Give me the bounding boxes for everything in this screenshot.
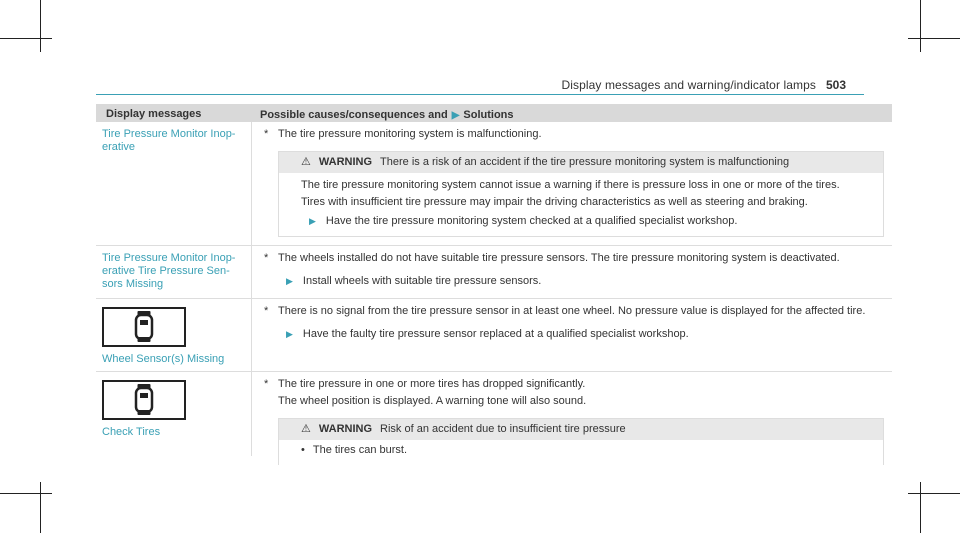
crop-mark: [40, 482, 41, 533]
col-header-messages: Display messages: [106, 108, 202, 120]
warning-triangle-icon: ⚠: [301, 156, 311, 168]
message-detail: [252, 299, 892, 371]
warning-title: WARNING: [318, 423, 373, 435]
cause-text: There is no signal from the tire pressure sensor in at least one wheel. No pressure value is displayed for the affected tire.: [278, 305, 866, 317]
cause-text: The tire pressure monitoring system is malfunctioning.: [278, 128, 542, 140]
tire-pressure-car-icon: [102, 307, 186, 347]
step-arrow-icon: ▶: [286, 276, 293, 286]
header-rule: [96, 94, 864, 95]
warning-header: [279, 152, 883, 173]
crop-mark: [0, 493, 52, 494]
message-detail: [252, 122, 892, 245]
step-text: Have the tire pressure monitoring system checked at a qualified specialist workshop.: [325, 215, 738, 227]
col-header-causes: [252, 104, 892, 122]
message-label: Wheel Sensor(s) Missing: [102, 353, 225, 365]
step-arrow-icon: ▶: [286, 329, 293, 339]
crop-mark: [908, 38, 960, 39]
messages-table: [96, 104, 892, 456]
section-title: Display messages and warning/indicator lamps: [561, 78, 816, 92]
cause-text: The tire pressure in one or more tires has dropped significantly.: [278, 378, 586, 390]
cause-line: * The tire pressure monitoring system is malfunctioning.: [264, 128, 542, 140]
table-row: [96, 299, 892, 372]
warning-body: [279, 173, 883, 236]
cause-line: * There is no signal from the tire pressure sensor in at least one wheel. No pressure value is displayed for the affected tire.: [264, 305, 866, 317]
table-row: [96, 372, 892, 456]
step-text: Have the faulty tire pressure sensor replaced at a qualified specialist workshop.: [302, 328, 689, 340]
table-row: [96, 246, 892, 299]
warning-box: [278, 418, 884, 465]
warning-header: [279, 419, 883, 440]
tire-pressure-car-icon: [102, 380, 186, 420]
page-number: 503: [826, 78, 847, 92]
cause-line: * The wheels installed do not have suitable tire pressure sensors. The tire pressure monitoring system is deactivated.: [264, 252, 840, 264]
solution-step: [286, 328, 892, 341]
col-header-causes-label: Possible causes/consequences and: [260, 109, 448, 121]
bullet-text: The tires can burst.: [312, 444, 408, 456]
play-arrow-icon: ▶: [451, 109, 460, 121]
warning-title: WARNING: [318, 156, 373, 168]
solution-step: [309, 215, 873, 228]
warning-triangle-icon: ⚠: [301, 423, 311, 435]
cause-line: * The tire pressure in one or more tires has dropped significantly.: [264, 378, 586, 390]
message-detail: [252, 246, 892, 298]
message-label: Tire Pressure Monitor Inop-erative Tire Pressure Sen-sors Missing: [96, 246, 252, 298]
col-header-solutions-label: Solutions: [463, 109, 514, 121]
warning-box: [278, 151, 884, 237]
crop-mark: [920, 0, 921, 52]
message-cell: [96, 372, 252, 456]
crop-mark: [40, 0, 41, 52]
bullet-icon: •: [301, 444, 305, 456]
crop-mark: [0, 38, 52, 39]
solution-step: [286, 275, 892, 288]
warning-bullet: [301, 444, 873, 457]
step-arrow-icon: ▶: [309, 216, 316, 226]
warning-paragraph: Tires with insufficient tire pressure may impair the driving characteristics as well as steering and braking.: [301, 196, 808, 208]
warning-body: [279, 440, 883, 465]
step-text: Install wheels with suitable tire pressure sensors.: [302, 275, 542, 287]
message-detail: [252, 372, 892, 456]
warning-text: There is a risk of an accident if the tire pressure monitoring system is malfunctioning: [380, 156, 790, 168]
table-header: [96, 104, 892, 122]
message-label: Tire Pressure Monitor Inop-erative: [96, 122, 252, 245]
crop-mark: [908, 493, 960, 494]
table-row: [96, 122, 892, 246]
message-label: Check Tires: [102, 426, 161, 438]
warning-paragraph: The tire pressure monitoring system cannot issue a warning if there is pressure loss in one or more of the tires.: [301, 179, 840, 191]
cause-text: The wheel position is displayed. A warning tone will also sound.: [278, 395, 587, 407]
warning-text: Risk of an accident due to insufficient tire pressure: [380, 423, 626, 435]
message-cell: [96, 299, 252, 371]
cause-text: The wheels installed do not have suitable tire pressure sensors. The tire pressure monitoring system is deactivated.: [278, 252, 840, 264]
crop-mark: [920, 482, 921, 533]
